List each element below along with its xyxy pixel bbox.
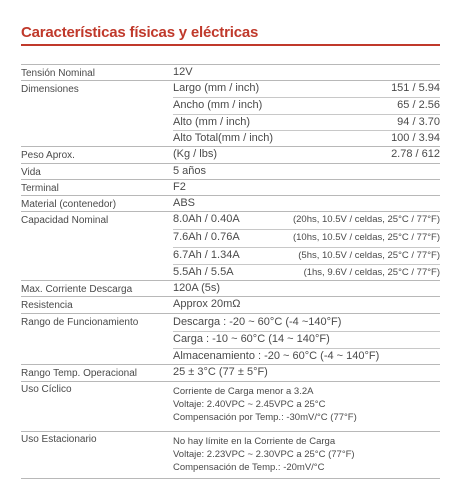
dimension-item: [173, 114, 440, 130]
standby-text: Compensación de Temp.: -20mV/°C: [173, 462, 325, 473]
cyclic-text: Corriente de Carga menor a 3.2A: [173, 386, 314, 397]
row-label: Resistencia: [21, 300, 73, 311]
row-value: 5 años: [173, 165, 207, 177]
row-value-cell: [173, 297, 440, 313]
row-value-cell: [173, 365, 440, 381]
standby-line: [173, 462, 440, 478]
row-value-cell: [173, 164, 440, 180]
capacity-item: [173, 212, 440, 228]
row-terminal: [21, 179, 440, 195]
row-label: Uso Estacionario: [21, 434, 97, 445]
row-max-corriente: [21, 280, 440, 296]
dimension-value: 65 / 2.56: [397, 99, 440, 111]
row-value-cell: [173, 281, 440, 297]
row-peso: [21, 146, 440, 163]
range-text: Carga : -10 ~ 60°C (14 ~ 140°F): [173, 333, 330, 345]
row-label: Terminal: [21, 183, 59, 194]
cyclic-text: Compensación por Temp.: -30mV/°C (77°F): [173, 412, 357, 423]
row-value-cell: [173, 180, 440, 196]
row-value: 12V: [173, 66, 193, 78]
range-item: [173, 331, 440, 347]
row-value-cell: [173, 147, 440, 163]
capacity-conditions: (20hs, 10.5V / celdas, 25°C / 77°F): [292, 214, 440, 225]
row-label: Dimensiones: [21, 84, 79, 95]
capacity-conditions: (1hs, 9.6V / celdas, 25°C / 77°F): [303, 267, 440, 278]
range-item: [173, 348, 440, 364]
row-vida: [21, 163, 440, 179]
row-uso-ciclico: [21, 381, 440, 431]
row-value: Approx 20mΩ: [173, 298, 241, 310]
row-uso-estacionario: [21, 431, 440, 479]
dimension-name: Alto (mm / inch): [173, 116, 251, 128]
row-value: 120A (5s): [173, 282, 221, 294]
row-value: F2: [173, 181, 186, 193]
dimension-item: [173, 81, 440, 97]
standby-text: Voltaje: 2.23VPC ~ 2.30VPC a 25°C (77°F): [173, 449, 355, 460]
capacity-rating: 5.5Ah / 5.5A: [173, 266, 234, 278]
row-value: 25 ± 3°C (77 ± 5°F): [173, 366, 268, 378]
range-item: [173, 314, 440, 330]
row-label: Capacidad Nominal: [21, 215, 109, 226]
capacity-rating: 6.7Ah / 1.34A: [173, 249, 240, 261]
capacity-item: [173, 247, 440, 263]
row-label: Rango Temp. Operacional: [21, 368, 137, 379]
capacity-conditions: (10hs, 10.5V / celdas, 25°C / 77°F): [292, 232, 440, 243]
capacity-rating: 8.0Ah / 0.40A: [173, 213, 240, 225]
row-value: ABS: [173, 197, 196, 209]
dimension-name: Alto Total(mm / inch): [173, 132, 274, 144]
row-label: Max. Corriente Descarga: [21, 284, 133, 295]
row-label: Uso Cíclico: [21, 384, 72, 395]
row-label: Tensión Nominal: [21, 68, 95, 79]
dimension-name: Ancho (mm / inch): [173, 99, 263, 111]
row-rango-funcionamiento: [21, 313, 440, 364]
standby-text: No hay límite en la Corriente de Carga: [173, 436, 336, 447]
capacity-item: [173, 264, 440, 280]
row-value-cell: [173, 196, 440, 212]
capacity-conditions: (5hs, 10.5V / celdas, 25°C / 77°F): [298, 250, 440, 261]
row-label: Peso Aprox.: [21, 150, 75, 161]
dimension-value: 151 / 5.94: [391, 82, 440, 94]
row-material: [21, 195, 440, 211]
range-text: Almacenamiento : -20 ~ 60°C (-4 ~ 140°F): [173, 350, 380, 362]
dimension-item: [173, 97, 440, 113]
row-tension-nominal: [21, 64, 440, 80]
row-rango-temp: [21, 364, 440, 381]
title-divider: [21, 44, 440, 46]
cyclic-text: Voltaje: 2.40VPC ~ 2.45VPC a 25°C: [173, 399, 326, 410]
row-dimensiones: [21, 80, 440, 146]
row-capacidad: [21, 211, 440, 280]
capacity-item: [173, 229, 440, 245]
dimension-value: 100 / 3.94: [391, 132, 440, 144]
dimension-value: 94 / 3.70: [397, 116, 440, 128]
section-title: Características físicas y eléctricas: [21, 24, 259, 41]
capacity-rating: 7.6Ah / 0.76A: [173, 231, 240, 243]
dimension-item: [173, 130, 440, 146]
dimension-name: Largo (mm / inch): [173, 82, 260, 94]
range-text: Descarga : -20 ~ 60°C (-4 ~140°F): [173, 316, 342, 328]
cyclic-line: [173, 412, 440, 428]
row-value-cell: [173, 65, 440, 81]
row-label: Rango de Funcionamiento: [21, 317, 139, 328]
row-value: 2.78 / 612: [391, 148, 440, 160]
row-resistencia: [21, 296, 440, 313]
row-label: Vida: [21, 167, 41, 178]
row-unit: (Kg / lbs): [173, 148, 218, 160]
row-label: Material (contenedor): [21, 199, 117, 210]
